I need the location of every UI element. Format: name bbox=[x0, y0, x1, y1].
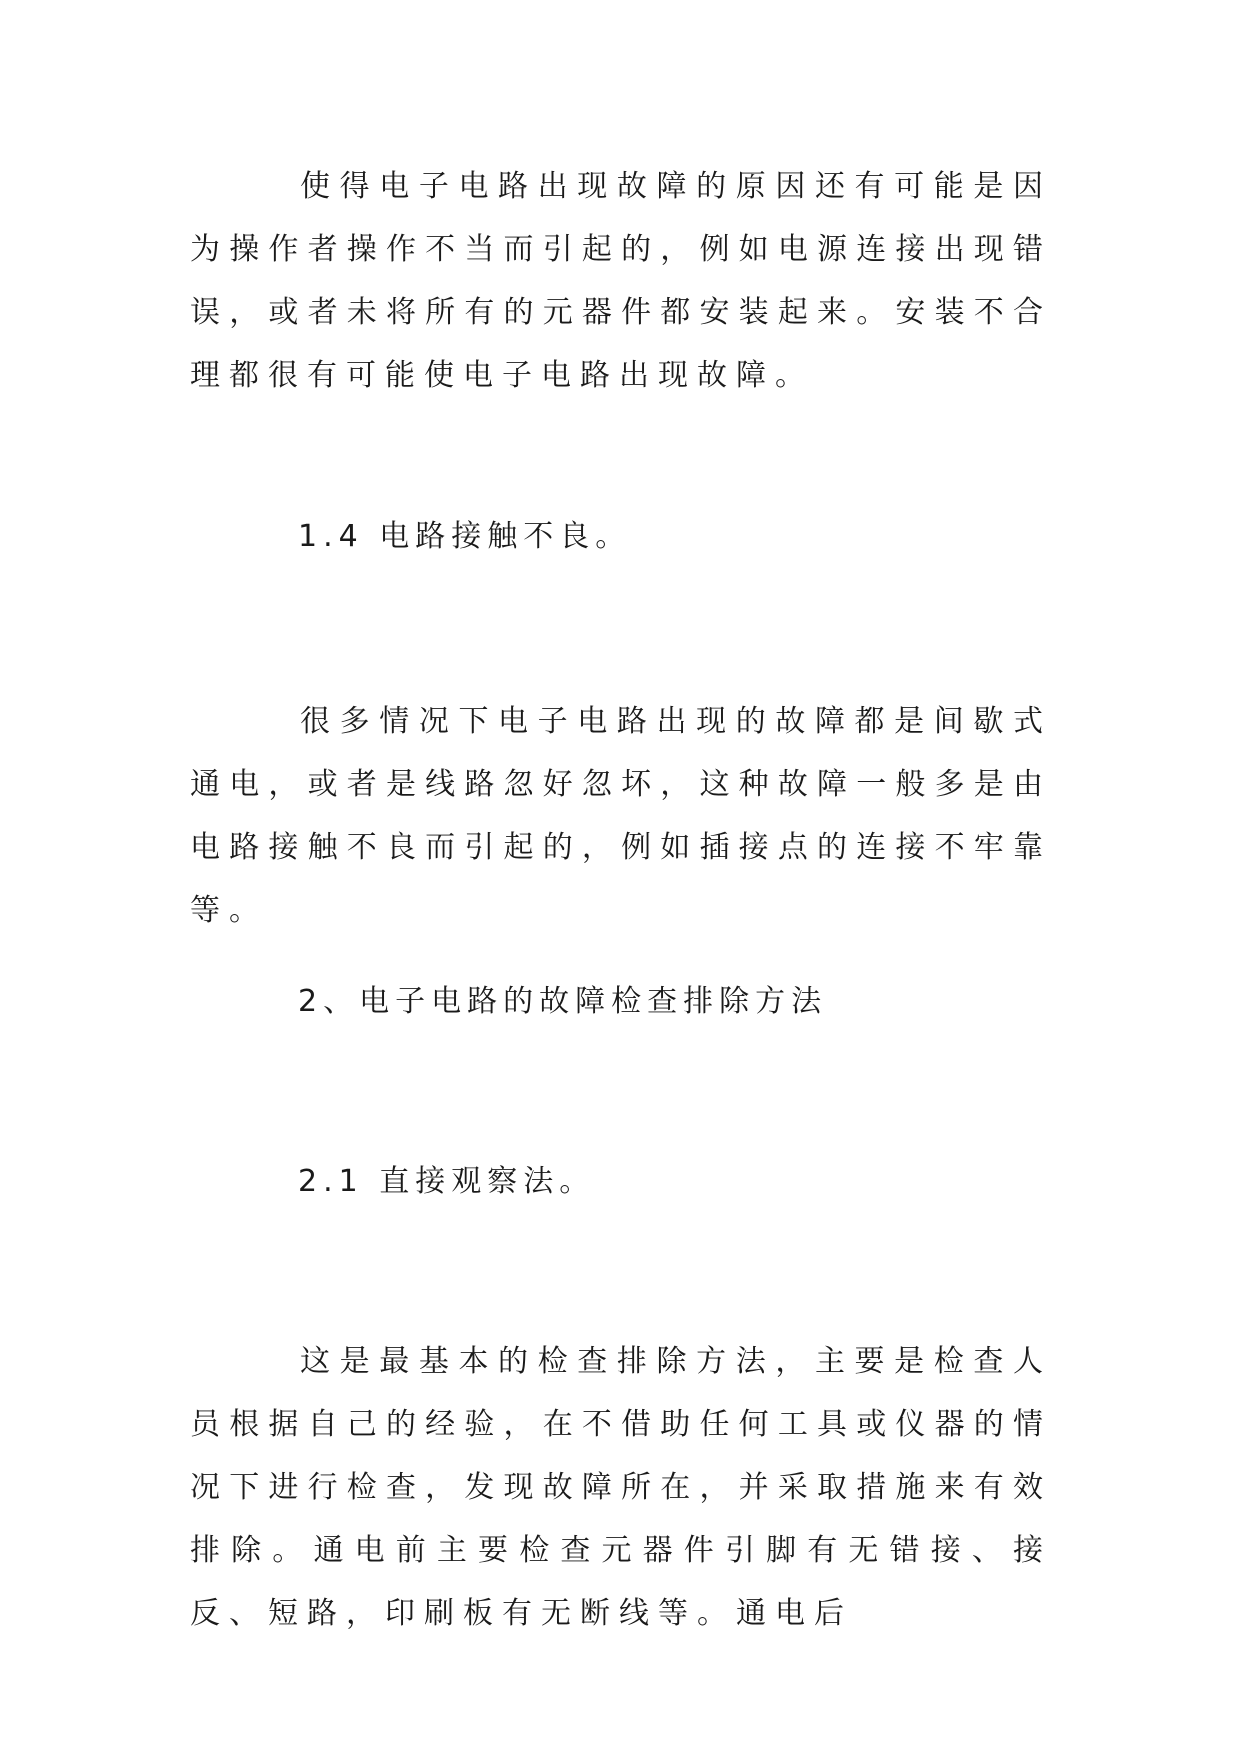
paragraph-poor-contact: 很多情况下电子电路出现的故障都是间歇式通电，或者是线路忽好忽坏，这种故障一般多是由电路接触不良而引起的，例如插接点的连接不牢靠等。 bbox=[190, 704, 1052, 928]
section-heading-2: 2、电子电路的故障检查排除方法 bbox=[298, 984, 828, 1019]
section-heading-2-1: 2.1 直接观察法。 bbox=[298, 1164, 596, 1199]
section-heading-1-4: 1.4 电路接触不良。 bbox=[298, 519, 632, 554]
paragraph-operation-error: 使得电子电路出现故障的原因还有可能是因为操作者操作不当而引起的，例如电源连接出现错误，或者未将所有的元器件都安装起来。安装不合理都很有可能使电子电路出现故障。 bbox=[190, 169, 1052, 393]
paragraph-direct-observation: 这是最基本的检查排除方法，主要是检查人员根据自己的经验，在不借助任何工具或仪器的情况下进行检查，发现故障所在，并采取措施来有效排除。通电前主要检查元器件引脚有无错接、接反、短路，印刷板有无断线等。通电后 bbox=[190, 1344, 1052, 1631]
